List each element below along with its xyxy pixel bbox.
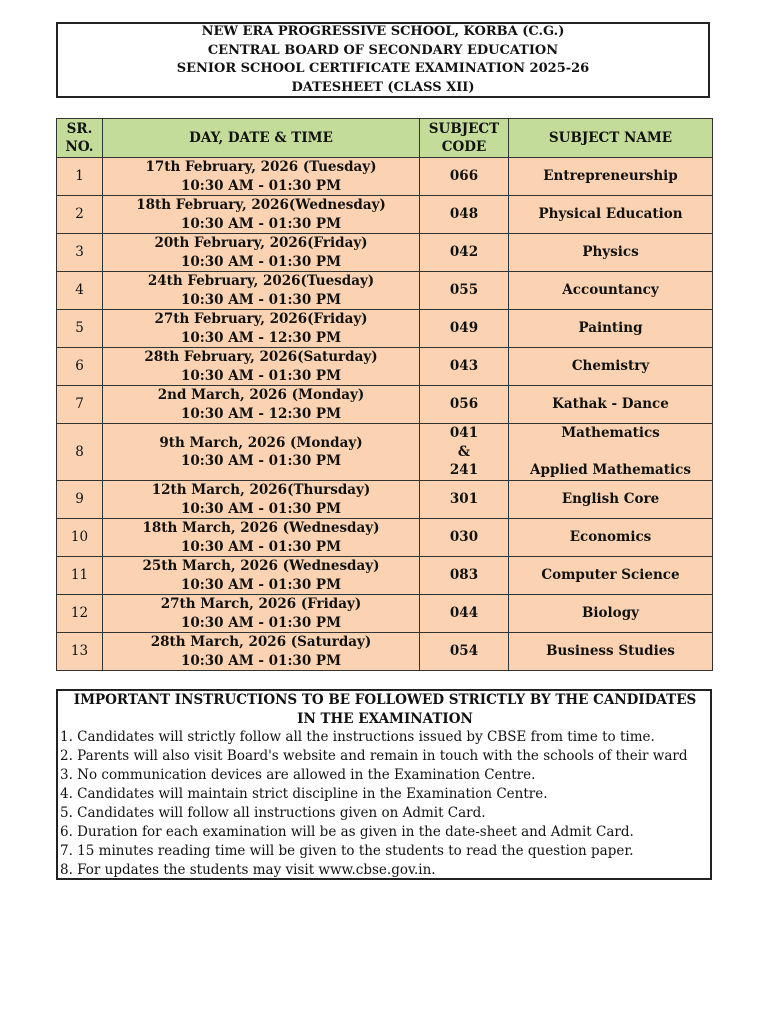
subject-code-cell: 030 [420,519,509,557]
sr-cell: 9 [57,481,103,519]
col-header-subject-name: SUBJECT NAME [509,119,713,158]
table-row [57,633,713,671]
instruction-item: 5. Candidates will follow all instructions given on Admit Card. [60,805,486,821]
subject-code-ampersand: & [457,443,471,460]
sr-cell: 1 [57,158,103,196]
table-row [57,386,713,424]
instruction-item: 6. Duration for each examination will be as given in the date-sheet and Admit Card. [60,824,634,840]
sr-cell: 13 [57,633,103,671]
datesheet-title: DATESHEET (CLASS XII) [291,79,475,95]
date-text: 20th February, 2026(Friday) [154,235,368,251]
subject-code-cell: 056 [420,386,509,424]
datetime-cell [103,633,420,671]
date-text: 28th March, 2026 (Saturday) [150,634,372,650]
date-text: 25th March, 2026 (Wednesday) [142,558,380,574]
sr-cell: 8 [57,424,103,481]
instructions-box [56,689,712,880]
instruction-item: 8. For updates the students may visit www.cbse.gov.in. [60,862,436,878]
date-text: 17th February, 2026 (Tuesday) [145,159,377,175]
subject-code-cell: 048 [420,196,509,234]
datetime-cell [103,386,420,424]
subject-name-cell: Entrepreneurship [509,158,713,196]
instructions-heading-line2: IN THE EXAMINATION [297,710,473,727]
table-row [57,424,713,481]
date-text: 27th March, 2026 (Friday) [160,596,362,612]
instruction-item: 7. 15 minutes reading time will be given to the students to read the question paper. [60,843,634,859]
col-header-subject-code: SUBJECT CODE [420,119,509,158]
time-text: 10:30 AM - 01:30 PM [180,538,342,555]
datetime-cell [103,310,420,348]
datetime-cell [103,481,420,519]
time-text: 10:30 AM - 01:30 PM [180,576,342,593]
subject-code-primary: 041 [449,425,479,442]
col-header-datetime: DAY, DATE & TIME [103,119,420,158]
col-header-sr-no: SR. NO. [57,119,103,158]
subject-code-cell: 043 [420,348,509,386]
subject-name-secondary: Applied Mathematics [530,462,691,479]
sr-cell: 3 [57,234,103,272]
time-text: 10:30 AM - 01:30 PM [180,367,342,384]
subject-code-cell: 054 [420,633,509,671]
time-text: 10:30 AM - 01:30 PM [180,215,342,232]
subject-code-cell: 083 [420,557,509,595]
table-row [57,481,713,519]
table-row [57,234,713,272]
date-text: 9th March, 2026 (Monday) [159,434,363,451]
sr-cell: 2 [57,196,103,234]
datetime-cell [103,234,420,272]
sr-cell: 4 [57,272,103,310]
time-text: 10:30 AM - 12:30 PM [180,329,342,346]
datesheet-table [56,118,713,671]
datetime-cell [103,557,420,595]
instruction-item: 1. Candidates will strictly follow all the instructions issued by CBSE from time to time. [60,729,655,745]
instruction-item: 3. No communication devices are allowed in the Examination Centre. [60,767,536,783]
table-header-row [57,119,713,158]
table-row [57,310,713,348]
subject-code-cell: 066 [420,158,509,196]
sr-cell: 7 [57,386,103,424]
sr-cell: 6 [57,348,103,386]
subject-code-cell: 055 [420,272,509,310]
datetime-cell [103,348,420,386]
subject-name-cell: English Core [509,481,713,519]
datetime-cell [103,196,420,234]
instruction-item: 4. Candidates will maintain strict discipline in the Examination Centre. [60,786,548,802]
table-row [57,557,713,595]
instructions-heading [60,691,710,728]
date-text: 28th February, 2026(Saturday) [144,349,378,365]
subject-name-cell: Physical Education [509,196,713,234]
subject-name-cell [509,424,713,481]
table-row [57,348,713,386]
table-row [57,196,713,234]
time-text: 10:30 AM - 01:30 PM [180,253,342,270]
subject-name-cell: Chemistry [509,348,713,386]
subject-code-cell: 049 [420,310,509,348]
time-text: 10:30 AM - 12:30 PM [180,405,342,422]
subject-spacer [509,443,712,462]
table-row [57,595,713,633]
time-text: 10:30 AM - 01:30 PM [180,614,342,631]
sr-cell: 10 [57,519,103,557]
subject-code-secondary: 241 [449,462,479,479]
sr-cell: 11 [57,557,103,595]
instructions-heading-line1: IMPORTANT INSTRUCTIONS TO BE FOLLOWED STRICTLY BY THE CANDIDATES [73,692,697,708]
date-text: 2nd March, 2026 (Monday) [157,387,365,403]
board-name: CENTRAL BOARD OF SECONDARY EDUCATION [207,42,559,58]
datetime-cell [103,158,420,196]
subject-name-cell: Painting [509,310,713,348]
subject-code-cell: 044 [420,595,509,633]
time-text: 10:30 AM - 01:30 PM [180,500,342,517]
date-text: 12th March, 2026(Thursday) [151,482,371,498]
subject-name-cell: Biology [509,595,713,633]
instructions-list [60,728,710,880]
time-text: 10:30 AM - 01:30 PM [180,652,342,669]
subject-name-cell: Physics [509,234,713,272]
table-row [57,272,713,310]
subject-code-cell: 301 [420,481,509,519]
sr-cell: 12 [57,595,103,633]
subject-name-cell: Economics [509,519,713,557]
subject-name-cell: Kathak - Dance [509,386,713,424]
table-row [57,158,713,196]
table-row [57,519,713,557]
school-name: NEW ERA PROGRESSIVE SCHOOL, KORBA (C.G.) [201,24,565,39]
sr-cell: 5 [57,310,103,348]
time-text: 10:30 AM - 01:30 PM [180,453,342,469]
instruction-item: 2. Parents will also visit Board's website and remain in touch with the schools of their ward [60,748,688,764]
date-text: 24th February, 2026(Tuesday) [147,273,375,289]
time-text: 10:30 AM - 01:30 PM [180,291,342,308]
date-text: 18th February, 2026(Wednesday) [136,197,386,213]
datetime-cell [103,424,420,481]
date-text: 18th March, 2026 (Wednesday) [142,520,380,536]
datetime-cell [103,272,420,310]
subject-name-cell: Business Studies [509,633,713,671]
datetime-cell [103,595,420,633]
date-text: 27th February, 2026(Friday) [154,311,368,327]
subject-name-primary: Mathematics [561,425,660,442]
time-text: 10:30 AM - 01:30 PM [180,177,342,194]
subject-code-cell: 042 [420,234,509,272]
datetime-cell [103,519,420,557]
exam-name: SENIOR SCHOOL CERTIFICATE EXAMINATION 2025-26 [176,61,590,76]
subject-name-cell: Computer Science [509,557,713,595]
subject-code-cell [420,424,509,481]
subject-name-cell: Accountancy [509,272,713,310]
school-header [56,22,710,98]
